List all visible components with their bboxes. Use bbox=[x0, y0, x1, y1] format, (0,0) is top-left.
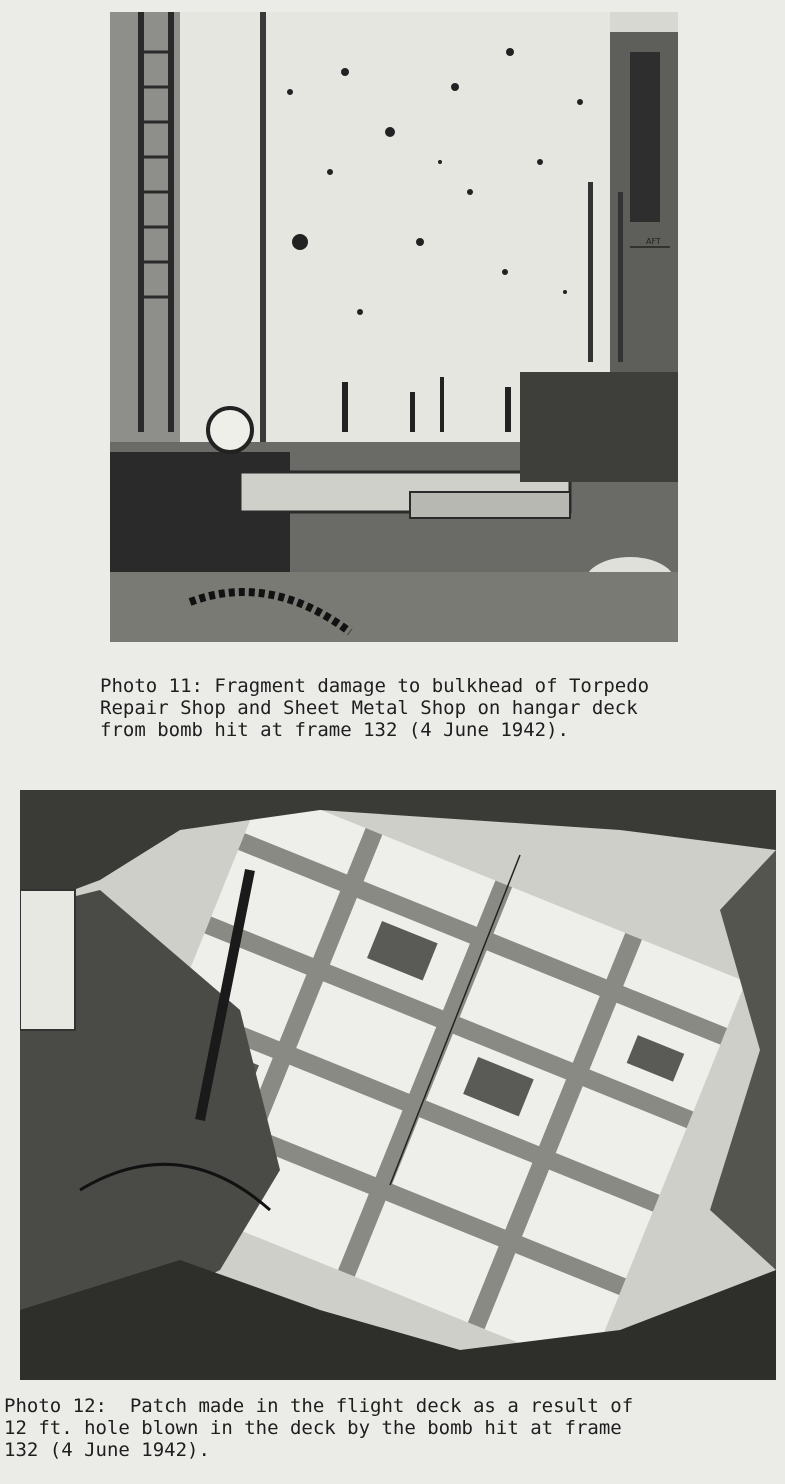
caption-line: 12 ft. hole blown in the deck by the bomb hit at frame bbox=[4, 1417, 622, 1439]
photo-11-caption bbox=[100, 675, 649, 741]
photo-12-image bbox=[20, 790, 776, 1380]
caption-line: from bomb hit at frame 132 (4 June 1942). bbox=[100, 719, 569, 741]
photo-11-bulkhead-damage bbox=[110, 12, 678, 642]
caption-line: Photo 12: Patch made in the flight deck as a result of bbox=[4, 1395, 634, 1417]
photo-12-flight-deck-patch bbox=[20, 790, 776, 1380]
aft-arrow-label: AFT bbox=[646, 237, 661, 246]
caption-line: 132 (4 June 1942). bbox=[4, 1439, 210, 1461]
caption-line: Repair Shop and Sheet Metal Shop on hangar deck bbox=[100, 697, 638, 719]
photo-12-caption bbox=[4, 1395, 633, 1461]
caption-line: Photo 11: Fragment damage to bulkhead of Torpedo bbox=[100, 675, 650, 697]
photo-11-image bbox=[110, 12, 678, 642]
